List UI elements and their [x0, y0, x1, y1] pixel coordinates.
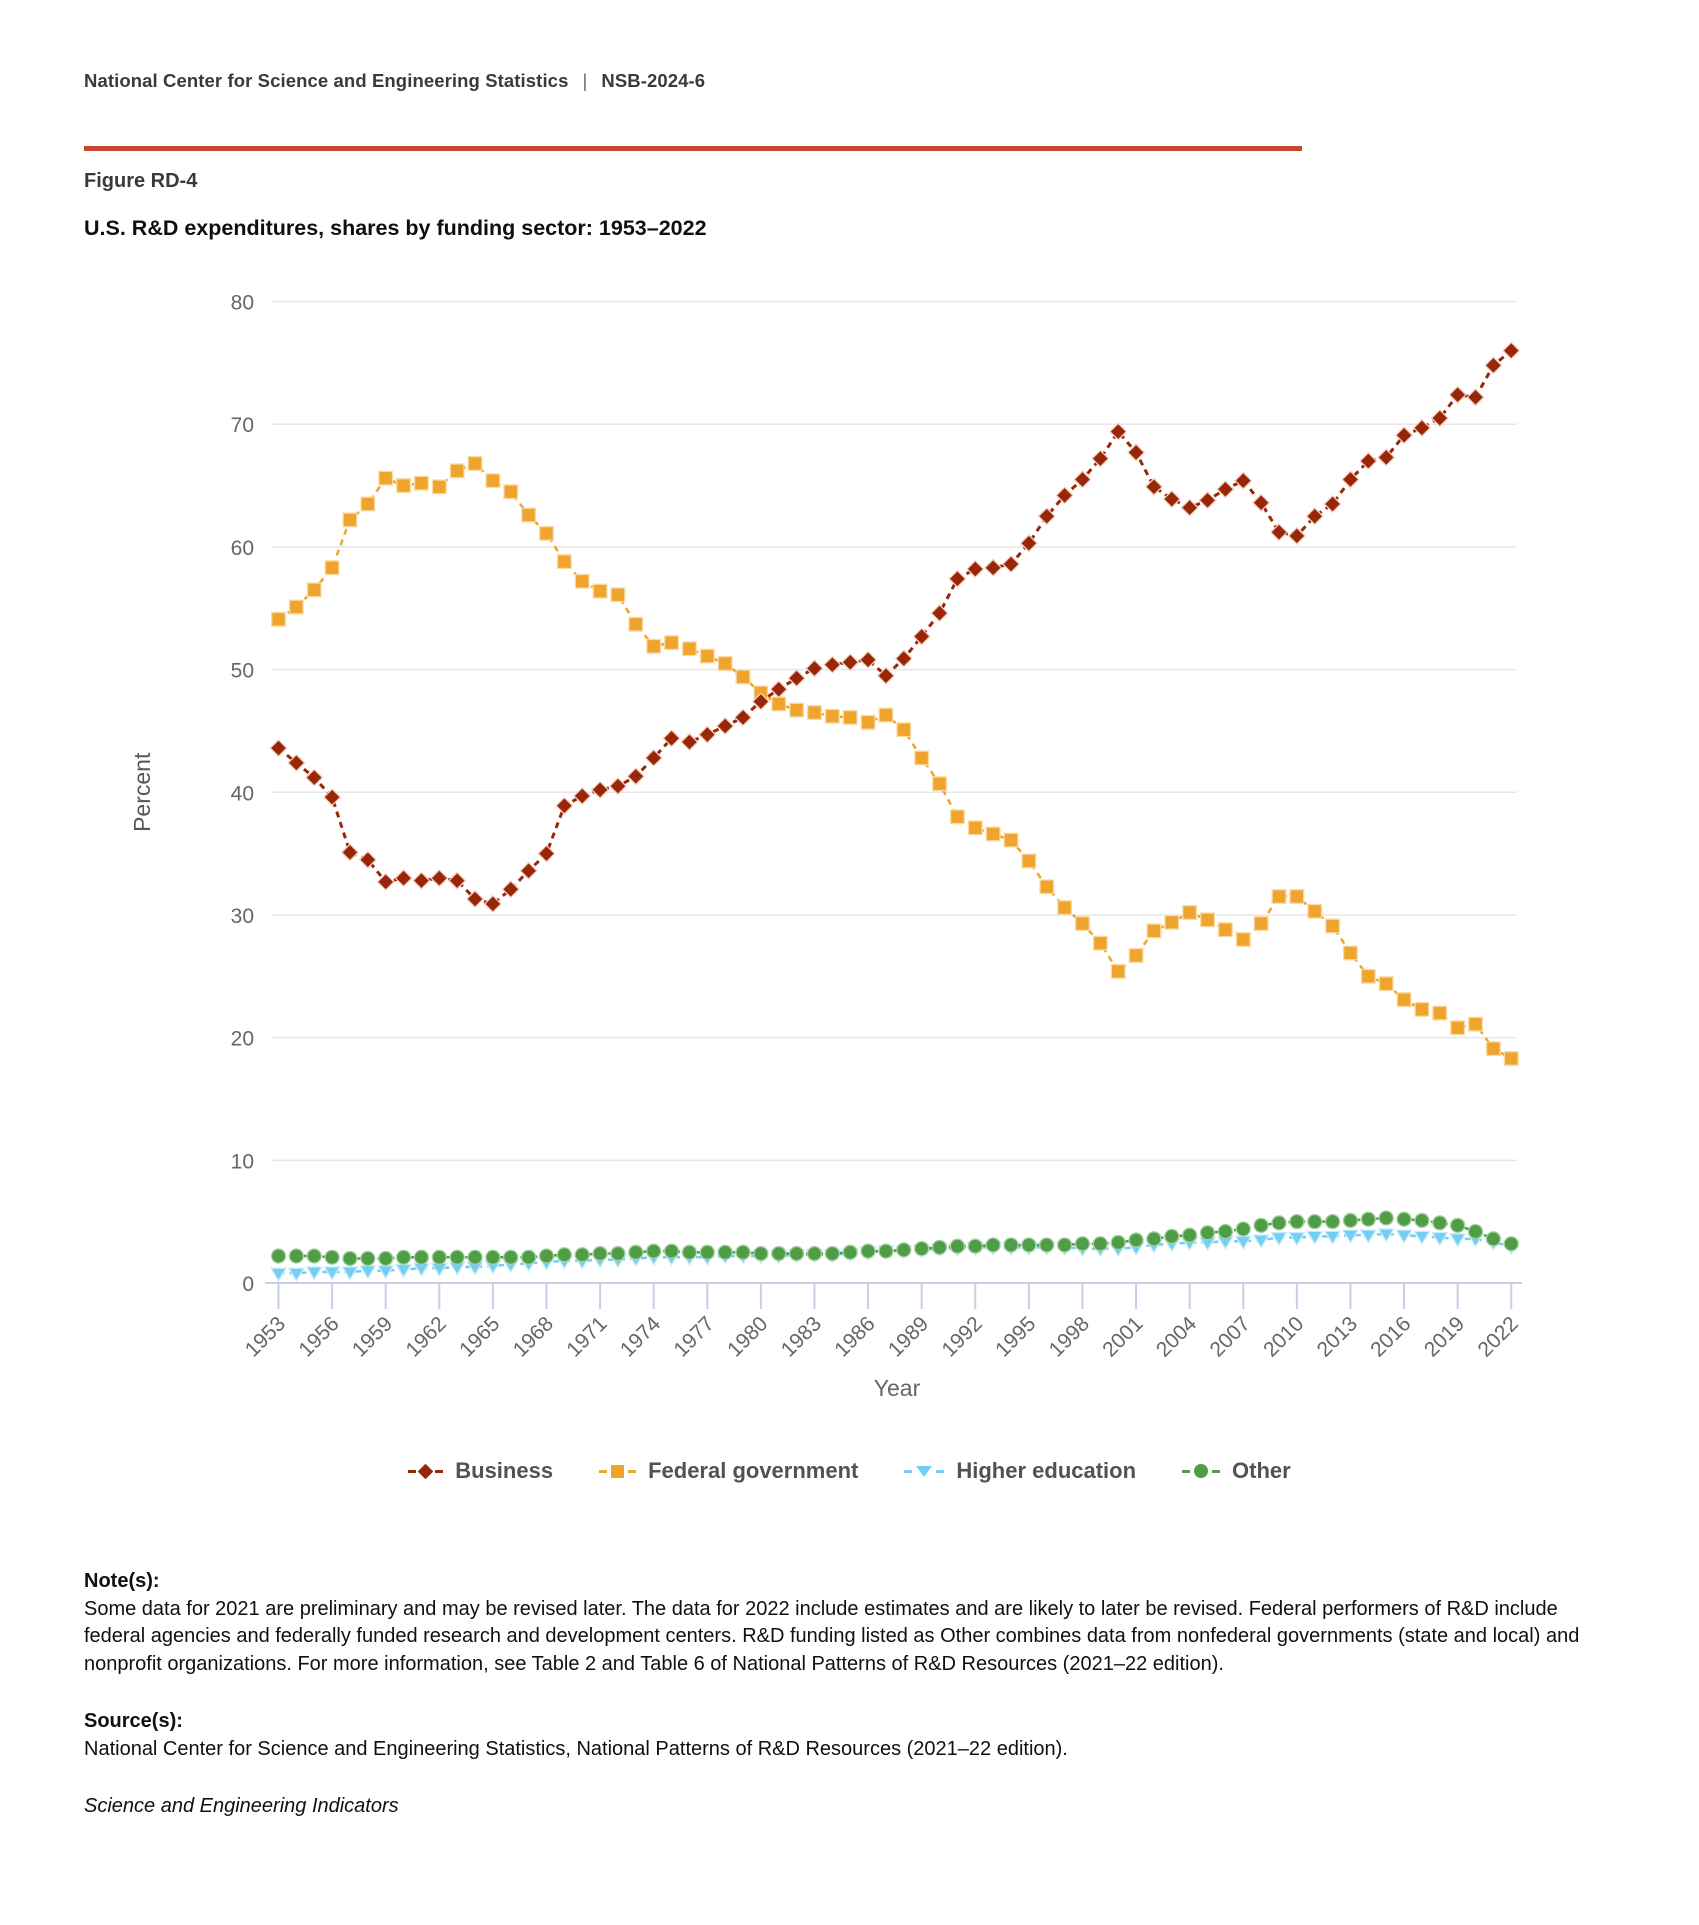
x-tick-label: 2013: [1312, 1312, 1362, 1362]
header-rule: [84, 146, 1302, 151]
legend-label: Federal government: [648, 1458, 859, 1483]
header-doc-id: NSB-2024-6: [601, 70, 706, 91]
x-tick-label: 1953: [240, 1312, 291, 1362]
x-tick-label: 1977: [669, 1312, 719, 1362]
report-header: [84, 70, 705, 92]
x-tick-label: 1956: [294, 1312, 344, 1362]
legend-item-other: [1182, 1458, 1291, 1484]
series-federal-government: [272, 457, 1518, 1066]
square-icon: [611, 1465, 624, 1478]
header-separator: |: [582, 70, 588, 91]
x-tick-label: 2016: [1366, 1312, 1416, 1362]
source-body: National Center for Science and Engineering Statistics, National Patterns of R&D Resources (2021–22 edition).: [84, 1737, 1068, 1760]
x-tick-label: 1959: [347, 1312, 398, 1362]
x-tick-label: 1989: [883, 1312, 934, 1362]
x-tick-label: 2010: [1259, 1312, 1309, 1362]
legend-item-federal-government: [599, 1458, 858, 1484]
legend-item-higher-education: [904, 1458, 1136, 1484]
x-tick-label: 1998: [1044, 1312, 1095, 1362]
notes-section: [84, 1568, 1620, 1821]
y-tick-label: 30: [230, 904, 254, 928]
header-org: National Center for Science and Engineering Statistics: [84, 70, 569, 91]
series-line: [279, 463, 1512, 1058]
diamond-icon: [418, 1463, 434, 1479]
y-tick-label: 50: [230, 659, 254, 683]
y-axis-title: Percent: [129, 752, 155, 832]
x-tick-label: 1986: [830, 1312, 880, 1362]
legend-label: Business: [455, 1458, 554, 1483]
circle-icon: [1194, 1464, 1208, 1478]
x-tick-label: 1980: [723, 1312, 773, 1362]
x-axis-title: Year: [873, 1375, 921, 1401]
notes-label: Note(s):: [84, 1570, 160, 1592]
x-tick-label: 2004: [1151, 1312, 1202, 1362]
x-tick-label: 2019: [1419, 1312, 1470, 1362]
legend-dash: [904, 1470, 912, 1473]
y-tick-label: 40: [230, 782, 254, 806]
x-tick-label: 1992: [937, 1312, 987, 1362]
x-tick-label: 2001: [1098, 1312, 1148, 1362]
footer-seind: Science and Engineering Indicators: [84, 1795, 399, 1817]
y-tick-label: 10: [230, 1150, 254, 1174]
figure-label: Figure RD-4: [84, 170, 198, 192]
legend-dash: [1212, 1470, 1220, 1473]
source-label: Source(s):: [84, 1710, 183, 1732]
legend-dash: [435, 1470, 443, 1473]
page-title: U.S. R&D expenditures, shares by funding sector: 1953–2022: [84, 216, 707, 240]
y-tick-label: 0: [242, 1273, 254, 1296]
legend-label: Higher education: [956, 1458, 1137, 1483]
x-tick-label: 1962: [401, 1312, 451, 1362]
chart-legend: [0, 1458, 1699, 1484]
x-tick-label: 1974: [615, 1312, 666, 1362]
x-tick-label: 2022: [1473, 1312, 1523, 1362]
line-chart: [0, 250, 1699, 1435]
legend-dash: [936, 1470, 944, 1473]
legend-dash: [628, 1470, 636, 1473]
notes-body: Some data for 2021 are preliminary and may be revised later. The data for 2022 include estimates and are likely to later be revised. Federal performers of R&D include federal agencies and federally funded research and development centers. R&D funding listed as Other combines data from nonfederal governments (state and local) and nonprofit organizations. For more information, see Table 2 and Table 6 of National Patterns of R&D Resources (2021–22 edition).: [84, 1597, 1580, 1675]
legend-label: Other: [1232, 1458, 1291, 1483]
y-tick-label: 70: [230, 414, 254, 438]
legend-item-business: [408, 1458, 553, 1484]
x-tick-label: 1983: [776, 1312, 827, 1362]
x-tick-label: 1968: [508, 1312, 559, 1362]
x-tick-label: 1965: [455, 1312, 505, 1362]
y-tick-label: 80: [230, 291, 254, 315]
x-tick-label: 2007: [1205, 1312, 1255, 1362]
series-business: [270, 342, 1519, 912]
y-tick-label: 60: [230, 536, 254, 560]
legend-dash: [599, 1470, 607, 1473]
legend-dash: [408, 1470, 416, 1473]
y-tick-label: 20: [230, 1027, 254, 1051]
x-tick-label: 1995: [991, 1312, 1041, 1362]
series-line: [279, 351, 1512, 904]
triangle-down-icon: [916, 1466, 932, 1477]
legend-dash: [1182, 1470, 1190, 1473]
x-tick-label: 1971: [562, 1312, 612, 1362]
